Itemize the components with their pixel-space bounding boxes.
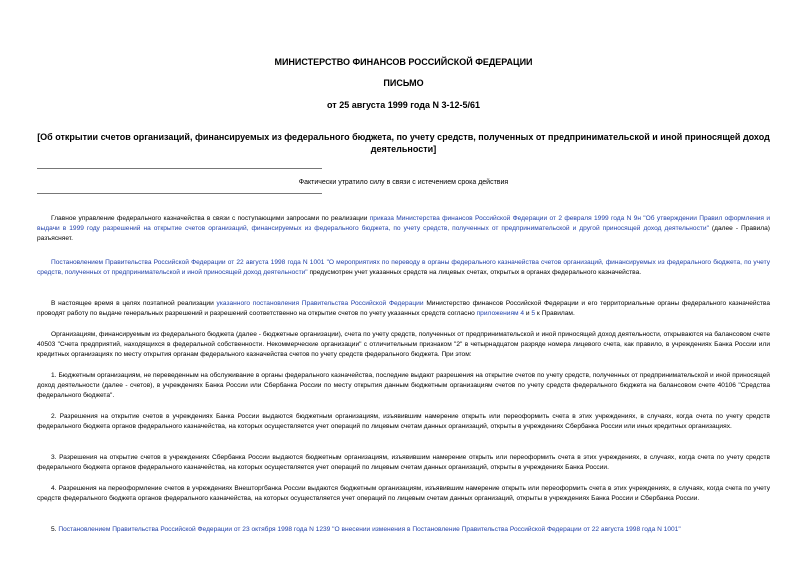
link-appendix-5[interactable]: 5 (531, 310, 536, 317)
link-appendix-4[interactable]: приложениям 4 (476, 310, 525, 317)
link-resolution-1001[interactable]: Постановлением Правительства Российской Федерации от 22 августа 1998 года N 1001 "О мероприятиях по переводу в органы федерального казначейства счетов организаций, финансируемых из федерального бюджета, по учету средств, полученных от предпринимательской и иной приносящей доход деятельности" (37, 259, 770, 276)
text-span: (далее - Правила) разъясняет. (37, 225, 770, 242)
separator-bottom (37, 193, 322, 194)
text-span: 5. (51, 526, 59, 533)
link-order-9n[interactable]: приказа Министерства финансов Российской Федерации от 2 февраля 1999 года N 9н "Об утверждении Правил оформления и выдачи в 1999 году разрешений на открытие счетов организаций, финансируемых из федерального бюджета, по учету средств, полученных от предпринимательской и другой приносящей доход деятельности" (37, 215, 771, 232)
paragraph-2 (37, 258, 770, 278)
paragraph-3 (37, 299, 770, 319)
paragraph-1 (37, 214, 770, 244)
link-resolution-1239[interactable]: Постановлением Правительства Российской Федерации от 23 октября 1998 года N 1239 "О внесении изменения в Постановление Правительства Российской Федерации от 22 августа 1998 года N 1001" (58, 526, 681, 533)
document-type: ПИСЬМО (383, 78, 424, 88)
paragraph-4: Организациям, финансируемым из федерального бюджета (далее - бюджетные организации), счета по учету средств, полученных от предпринимательской и иной приносящей доход деятельности, открываются на балансовом счете 40503 "Счета предприятий, находящихся в федеральной собственности. Некоммерческие организации" с отличительным признаком "2" в четырнадцатом разряде номера лицевого счета, как правило, в учреждениях Банка России или кредитных организациях по месту открытия органам федерального казначейства счетов по учету средств федерального бюджета. При этом: (37, 331, 770, 358)
separator-top (37, 168, 322, 169)
paragraph-6: 2. Разрешения на открытие счетов в учреждениях Банка России выдаются бюджетным организациям, изъявившим намерение открыть или переоформить счета в этих учреждениях, в случаях, когда счета по учету средств федерального бюджета органов федерального казначейства, на которых осуществляется учет операций по лицевым счетам данных организаций, открыты в учреждениях Сбербанка России или иных кредитных организациях. (37, 413, 770, 430)
paragraph-8: 4. Разрешения на переоформление счетов в учреждениях Внешторгбанка России выдаются бюджетным организациям, изъявившим намерение открыть или переоформить счета в этих учреждениях, в случаях, когда счета по учету средств федерального бюджета органов федерального казначейства, на которых осуществляется учет операций по лицевым счетам данных организаций, открыты в учреждениях Банка России и Сбербанка России. (37, 485, 770, 502)
paragraph-9 (37, 525, 770, 535)
document-title: [Об открытии счетов организаций, финансируемых из федерального бюджета, по учету средств, полученных от предпринимательской и иной приносящей доход деятельности] (37, 132, 770, 154)
ministry-heading: МИНИСТЕРСТВО ФИНАНСОВ РОССИЙСКОЙ ФЕДЕРАЦИИ (274, 57, 533, 67)
text-span: Главное управление федерального казначейства в связи с поступающими запросами по реализации (51, 215, 370, 222)
text-span: и (524, 310, 532, 317)
text-span: к Правилам. (535, 310, 575, 317)
document-date-number: от 25 августа 1999 года N 3-12-5/61 (327, 100, 480, 110)
text-span: предусмотрен учет указанных средств на лицевых счетах, открытых в органах федерального казначейства. (307, 269, 642, 276)
paragraph-5: 1. Бюджетным организациям, не переведенным на обслуживание в органы федерального казначейства, последние выдают разрешения на открытие счетов по учету средств, полученных от предпринимательской и иной приносящей доход деятельности (далее - счетов), в учреждениях Банка России или Сбербанка России по месту открытия данным бюджетным организациям счетов по учету средств федерального бюджета на балансовом счете 40106 "Средства федерального бюджета". (37, 372, 770, 399)
status-note: Фактически утратило силу в связи с истечением срока действия (298, 179, 509, 186)
text-span: Министерство финансов Российской Федерации и его территориальные органы федерального казначейства проводят работу по выдаче генеральных разрешений и разрешений соответственно на открытие счетов по учету указанных средств согласно (37, 300, 770, 317)
text-span: В настоящее время в целях поэтапной реализации (51, 300, 217, 307)
link-said-resolution[interactable]: указанного постановления Правительства Российской Федерации (216, 300, 424, 307)
paragraph-7: 3. Разрешения на открытие счетов в учреждениях Сбербанка России выдаются бюджетным организациям, изъявившим намерение открыть или переоформить счета в этих учреждениях, в случаях, когда счета по учету средств федерального бюджета органов федерального казначейства, на которых осуществляется учет операций по лицевым счетам данных организаций, открыты в учреждениях Банка России. (37, 454, 770, 471)
